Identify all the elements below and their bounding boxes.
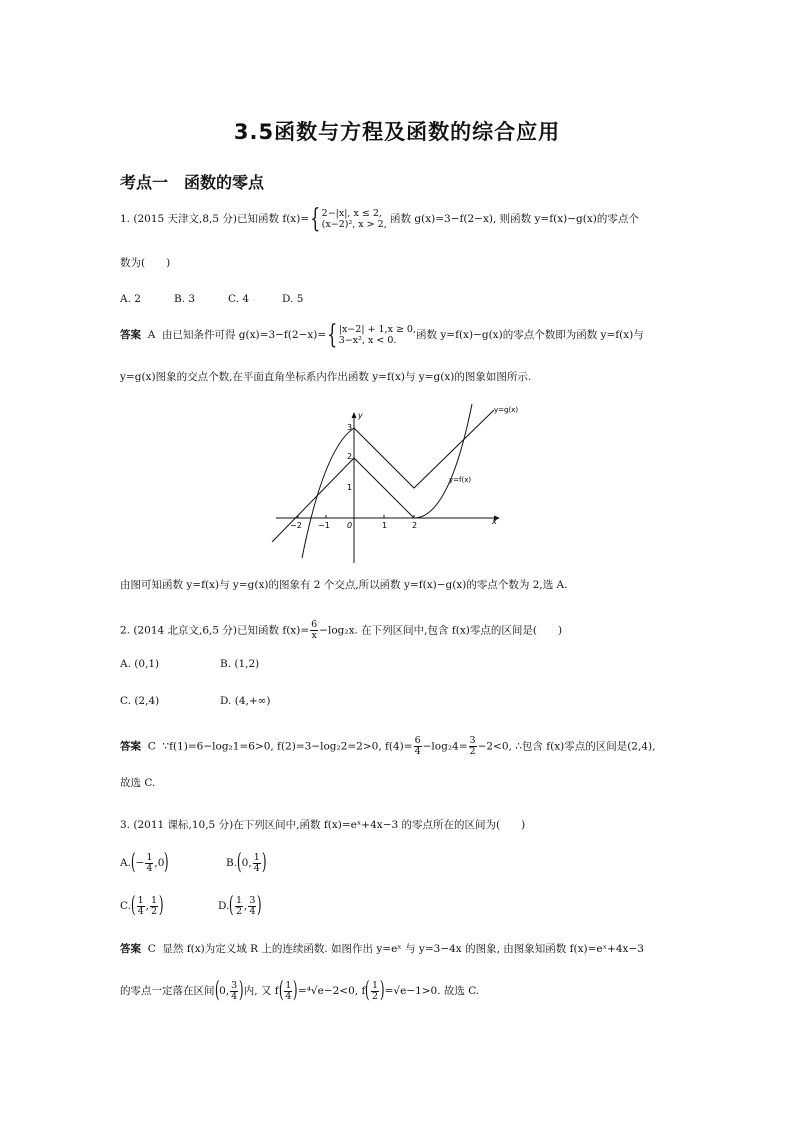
answer-label: 答案 [120, 740, 141, 753]
q1-option-d: D. 5 [282, 293, 304, 305]
q2-option-d: D. (4,+∞) [220, 695, 271, 707]
q1-stem-pre: 1. (2015 天津文,8,5 分)已知函数 f(x)= [120, 213, 310, 225]
y-tick-1: 1 [347, 483, 353, 492]
answer-label: 答案 [120, 943, 141, 955]
y-tick-3: 3 [347, 423, 353, 432]
y-axis-arrow [352, 412, 357, 418]
x-tick-neg1: −1 [318, 521, 330, 530]
q1-answer: 答案 A 由已知条件可得 g(x)=3−f(2−x)={|x−2| + 1,x ≥ 0, 3−x², x < 0. 函数 y=f(x)−g(x)的零点个数即为函数 y=f(x)与 [120, 320, 644, 350]
y-tick-2: 2 [347, 452, 353, 461]
answer-letter: C [147, 943, 156, 955]
curve-g-parabola [302, 428, 354, 558]
q2-fraction: $\frac{6}{x}$ [311, 619, 318, 641]
section-heading: 考点一 函数的零点 [120, 173, 265, 192]
q1-answer-cont: y=g(x)图象的交点个数,在平面直角坐标系内作出函数 y=f(x)与 y=g(x)的图象如图所示. [120, 371, 532, 383]
x-axis-label: x [492, 517, 497, 526]
answer-label: 答案 [120, 329, 141, 341]
q1-stem-cont: 数为( ) [120, 257, 171, 269]
answer-letter: A [147, 329, 156, 341]
curve-g-linear [354, 410, 494, 488]
q3-option-b: B.(0, $\frac{1}{4}$ ) [226, 850, 267, 875]
curve-g-label: y=g(x) [494, 406, 519, 414]
x-tick-2: 2 [412, 521, 418, 530]
q1-option-a: A. 2 [120, 293, 141, 305]
q3-answer: 答案 C 显然 f(x)为定义域 R 上的连续函数. 如图作出 y=eˣ 与 y=3−4x 的图象, 由图象知函数 f(x)=eˣ+4x−3 [120, 943, 644, 955]
y-axis-label: y [358, 411, 363, 420]
page-title: 3.5函数与方程及函数的综合应用 [233, 120, 561, 144]
q2-option-b: B. (1,2) [220, 658, 260, 670]
curve-f-label: y=f(x) [449, 476, 472, 484]
q3-option-d: D.( $\frac{1}{2}$ , $\frac{3}{4}$ ) [218, 893, 263, 918]
answer-letter: C [147, 740, 156, 753]
q2-answer: 答案 C ∵f(1)=6−log₂1=6>0, f(2)=3−log₂2=2>0, f(4)= $\frac{6}{4}$ −log₂4= $\frac{3}{2}$ −2<0, ∴包含 f(x)零点的区间是(2,4), [120, 735, 656, 757]
function-graph [270, 398, 530, 570]
q1-stem-post: 函数 g(x)=3−f(2−x), 则函数 y=f(x)−g(x)的零点个 [386, 213, 639, 225]
origin-label: 0 [347, 521, 353, 530]
q3-option-a: A.(− $\frac{1}{4}$ ,0) [120, 850, 170, 875]
x-tick-neg2: −2 [290, 521, 302, 530]
q2-answer-cont: 故选 C. [120, 777, 156, 789]
q1-conclusion: 由图可知函数 y=f(x)与 y=g(x)的图象有 2 个交点,所以函数 y=f(x)−g(x)的零点个数为 2,选 A. [120, 579, 568, 591]
q2-option-c: C. (2,4) [120, 695, 160, 707]
q3-stem: 3. (2011 课标,10,5 分)在下列区间中,函数 f(x)=eˣ+4x−3 的零点所在的区间为( ) [120, 819, 526, 831]
curve-f-parabola [414, 404, 472, 518]
q1-stem: 1. (2015 天津文,8,5 分)已知函数 f(x)={2−|x|, x ≤ 2, (x−2)², x > 2, 函数 g(x)=3−f(2−x), 则函数 y=f(x)−g(x)的零点个 [120, 204, 639, 234]
q1-answer-cases: |x−2| + 1,x ≥ 0, 3−x², x < 0. [338, 324, 416, 346]
x-tick-1: 1 [382, 521, 388, 530]
q1-cases: 2−|x|, x ≤ 2, (x−2)², x > 2, [321, 208, 387, 230]
q2-option-a: A. (0,1) [120, 658, 160, 670]
q1-option-b: B. 3 [174, 293, 196, 305]
q2-stem: 2. (2014 北京文,6,5 分)已知函数 f(x)= $\frac{6}{x}$ −log₂x. 在下列区间中,包含 f(x)零点的区间是( ) [120, 619, 563, 641]
q3-answer-cont: 的零点一定落在区间(0, $\frac{3}{4}$ )内, 又 f( $\frac{1}{4}$ )=⁴√e−2<0, f( $\frac{1}{2}$ )=√e−1>0. 故选 C. [120, 978, 480, 1003]
q3-option-c: C.( $\frac{1}{4}$ , $\frac{1}{2}$ ) [120, 893, 164, 918]
q1-option-c: C. 4 [228, 293, 250, 305]
